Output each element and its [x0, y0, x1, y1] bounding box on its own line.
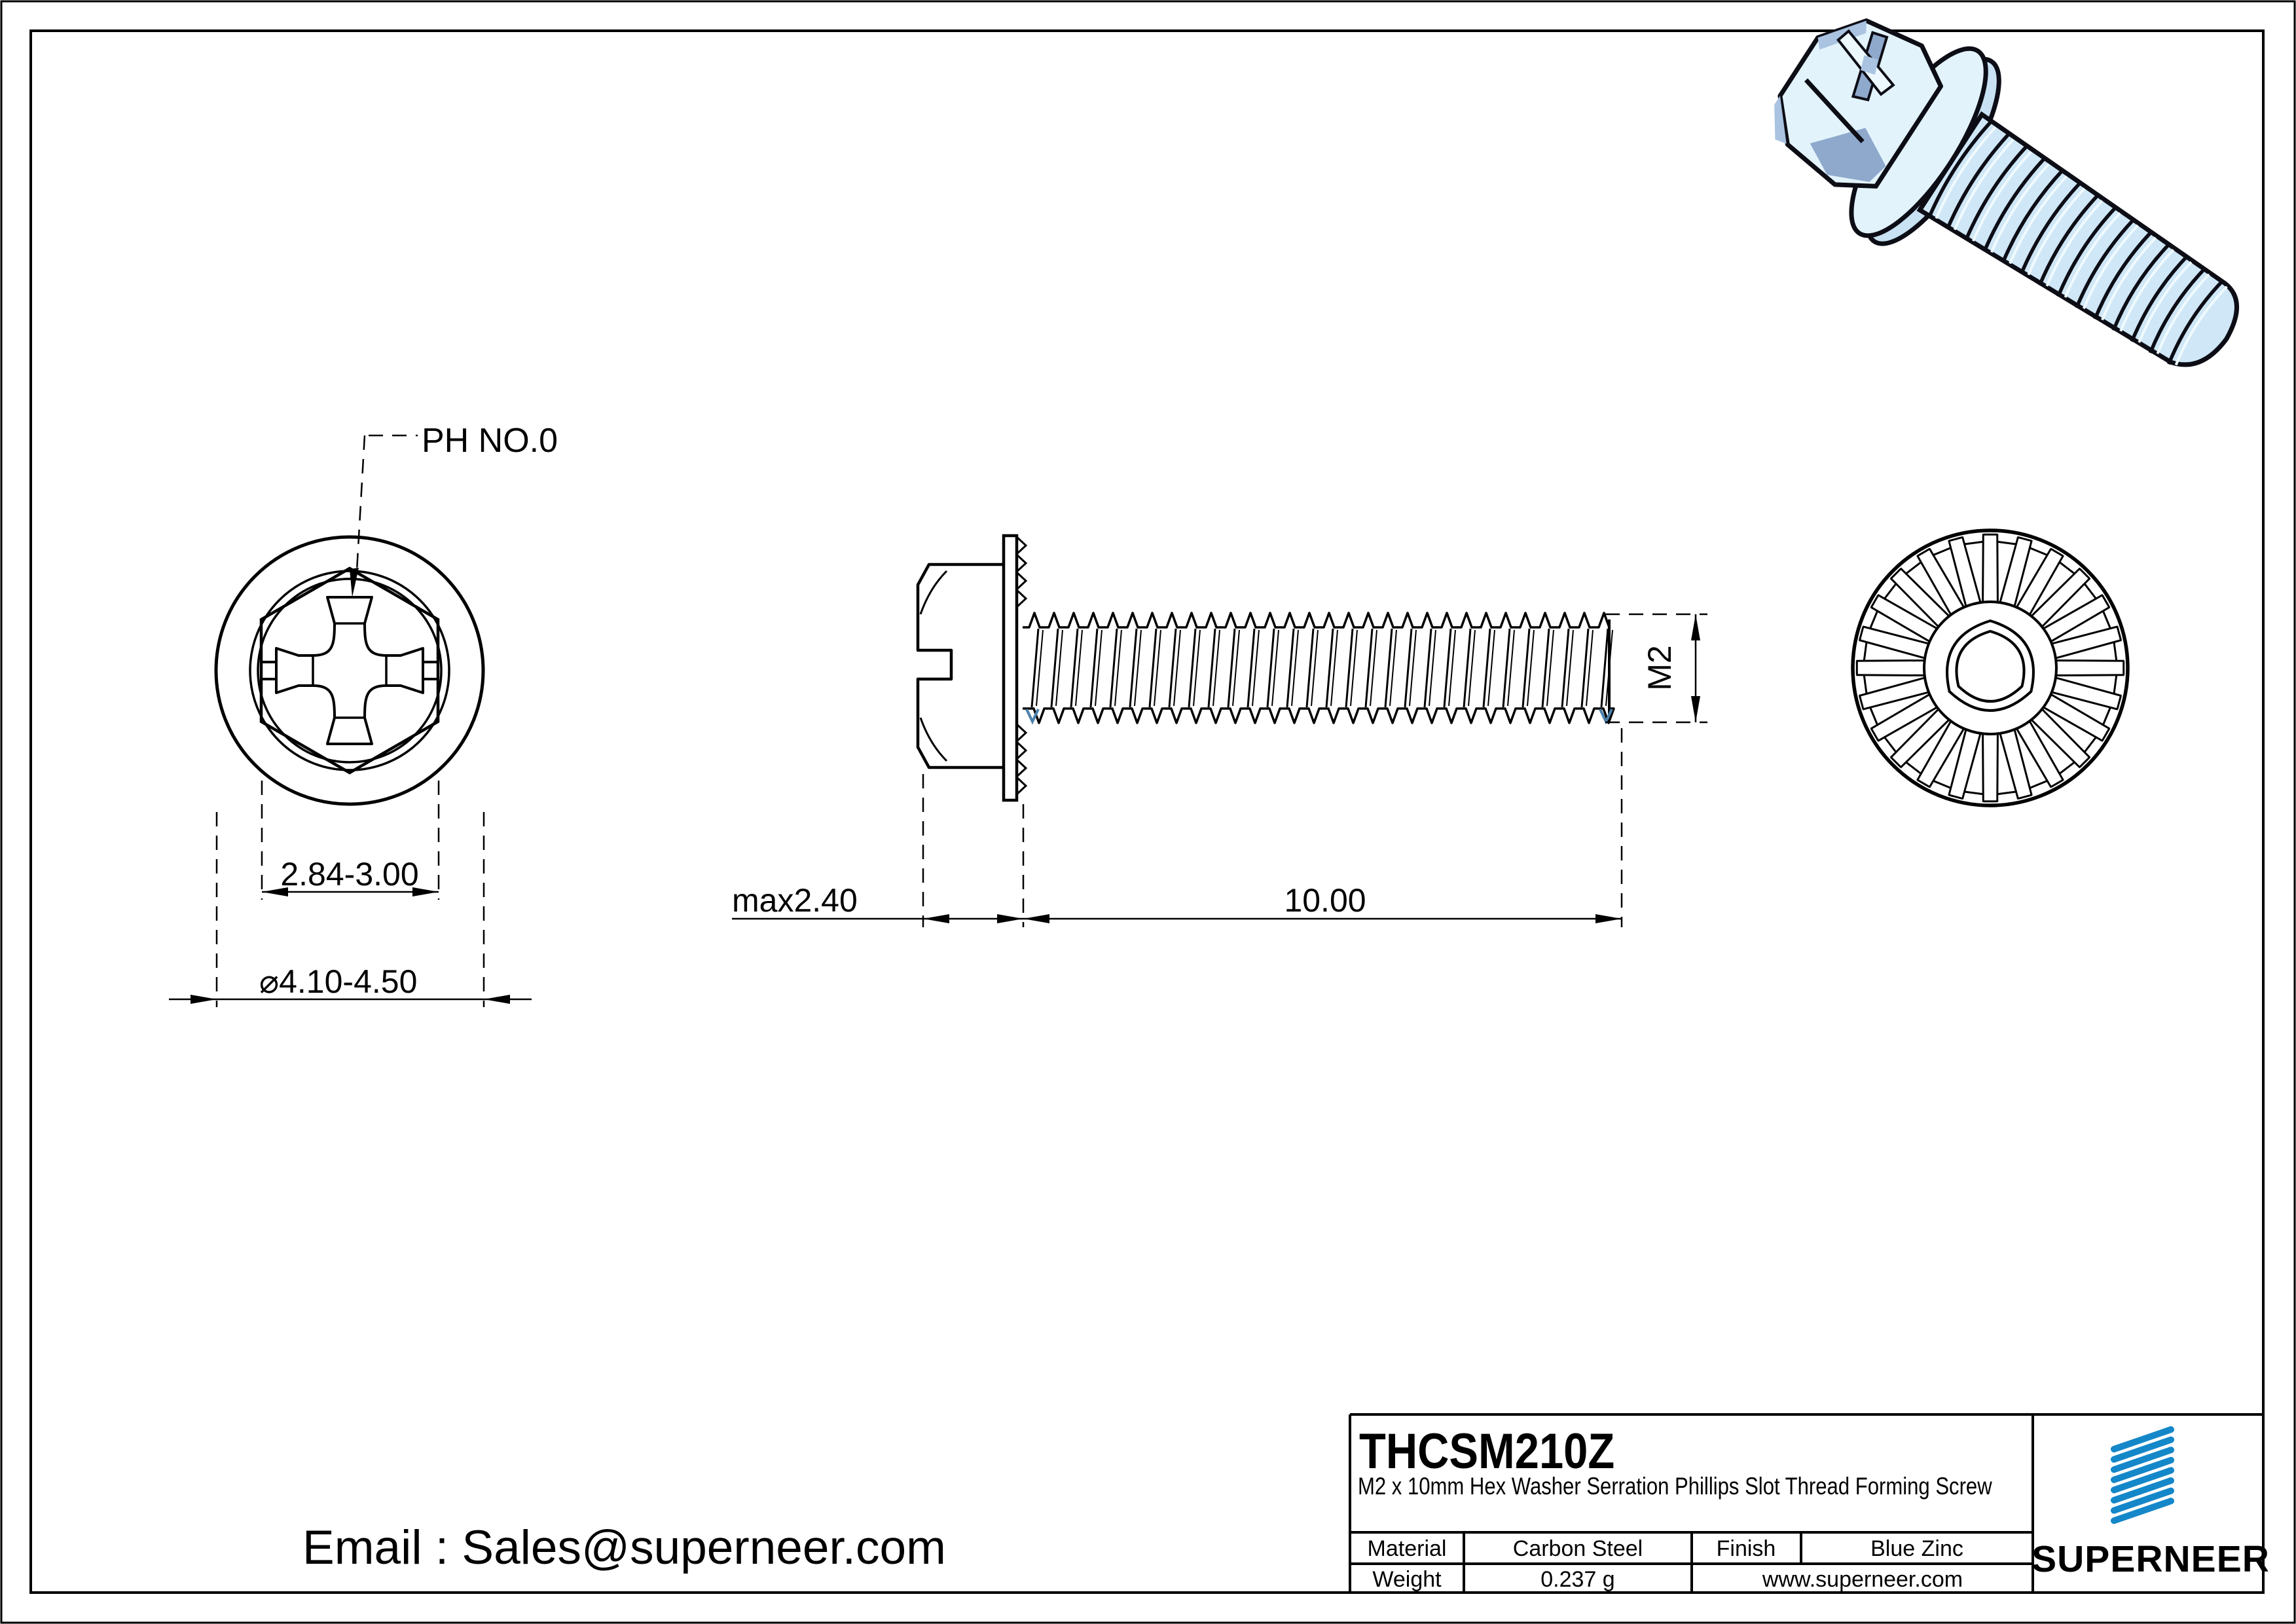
finish-label: Finish [1716, 1536, 1776, 1561]
thread-size-dim: M2 [1641, 645, 1678, 691]
email-line: Email : Sales@superneer.com [302, 1521, 946, 1574]
material-label: Material [1367, 1536, 1447, 1561]
website-link[interactable]: www.superneer.com [1762, 1567, 1963, 1592]
brand-name: SUPERNEER [2032, 1538, 2270, 1580]
finish-value: Blue Zinc [1870, 1536, 1963, 1561]
part-description: M2 x 10mm Hex Washer Serration Phillips Slot Thread Forming Screw [1358, 1473, 1992, 1500]
flange-diameter-dim: ⌀4.10-4.50 [259, 963, 418, 1000]
head-height-dim: max2.40 [732, 882, 858, 919]
head-width-dim: 2.84-3.00 [280, 856, 419, 893]
material-value: Carbon Steel [1512, 1536, 1643, 1561]
part-number: THCSM210Z [1359, 1424, 1615, 1479]
ph-label: PH NO.0 [422, 422, 558, 460]
weight-label: Weight [1372, 1567, 1442, 1592]
thread-length-dim: 10.00 [1284, 882, 1366, 919]
weight-value: 0.237 g [1540, 1567, 1615, 1592]
